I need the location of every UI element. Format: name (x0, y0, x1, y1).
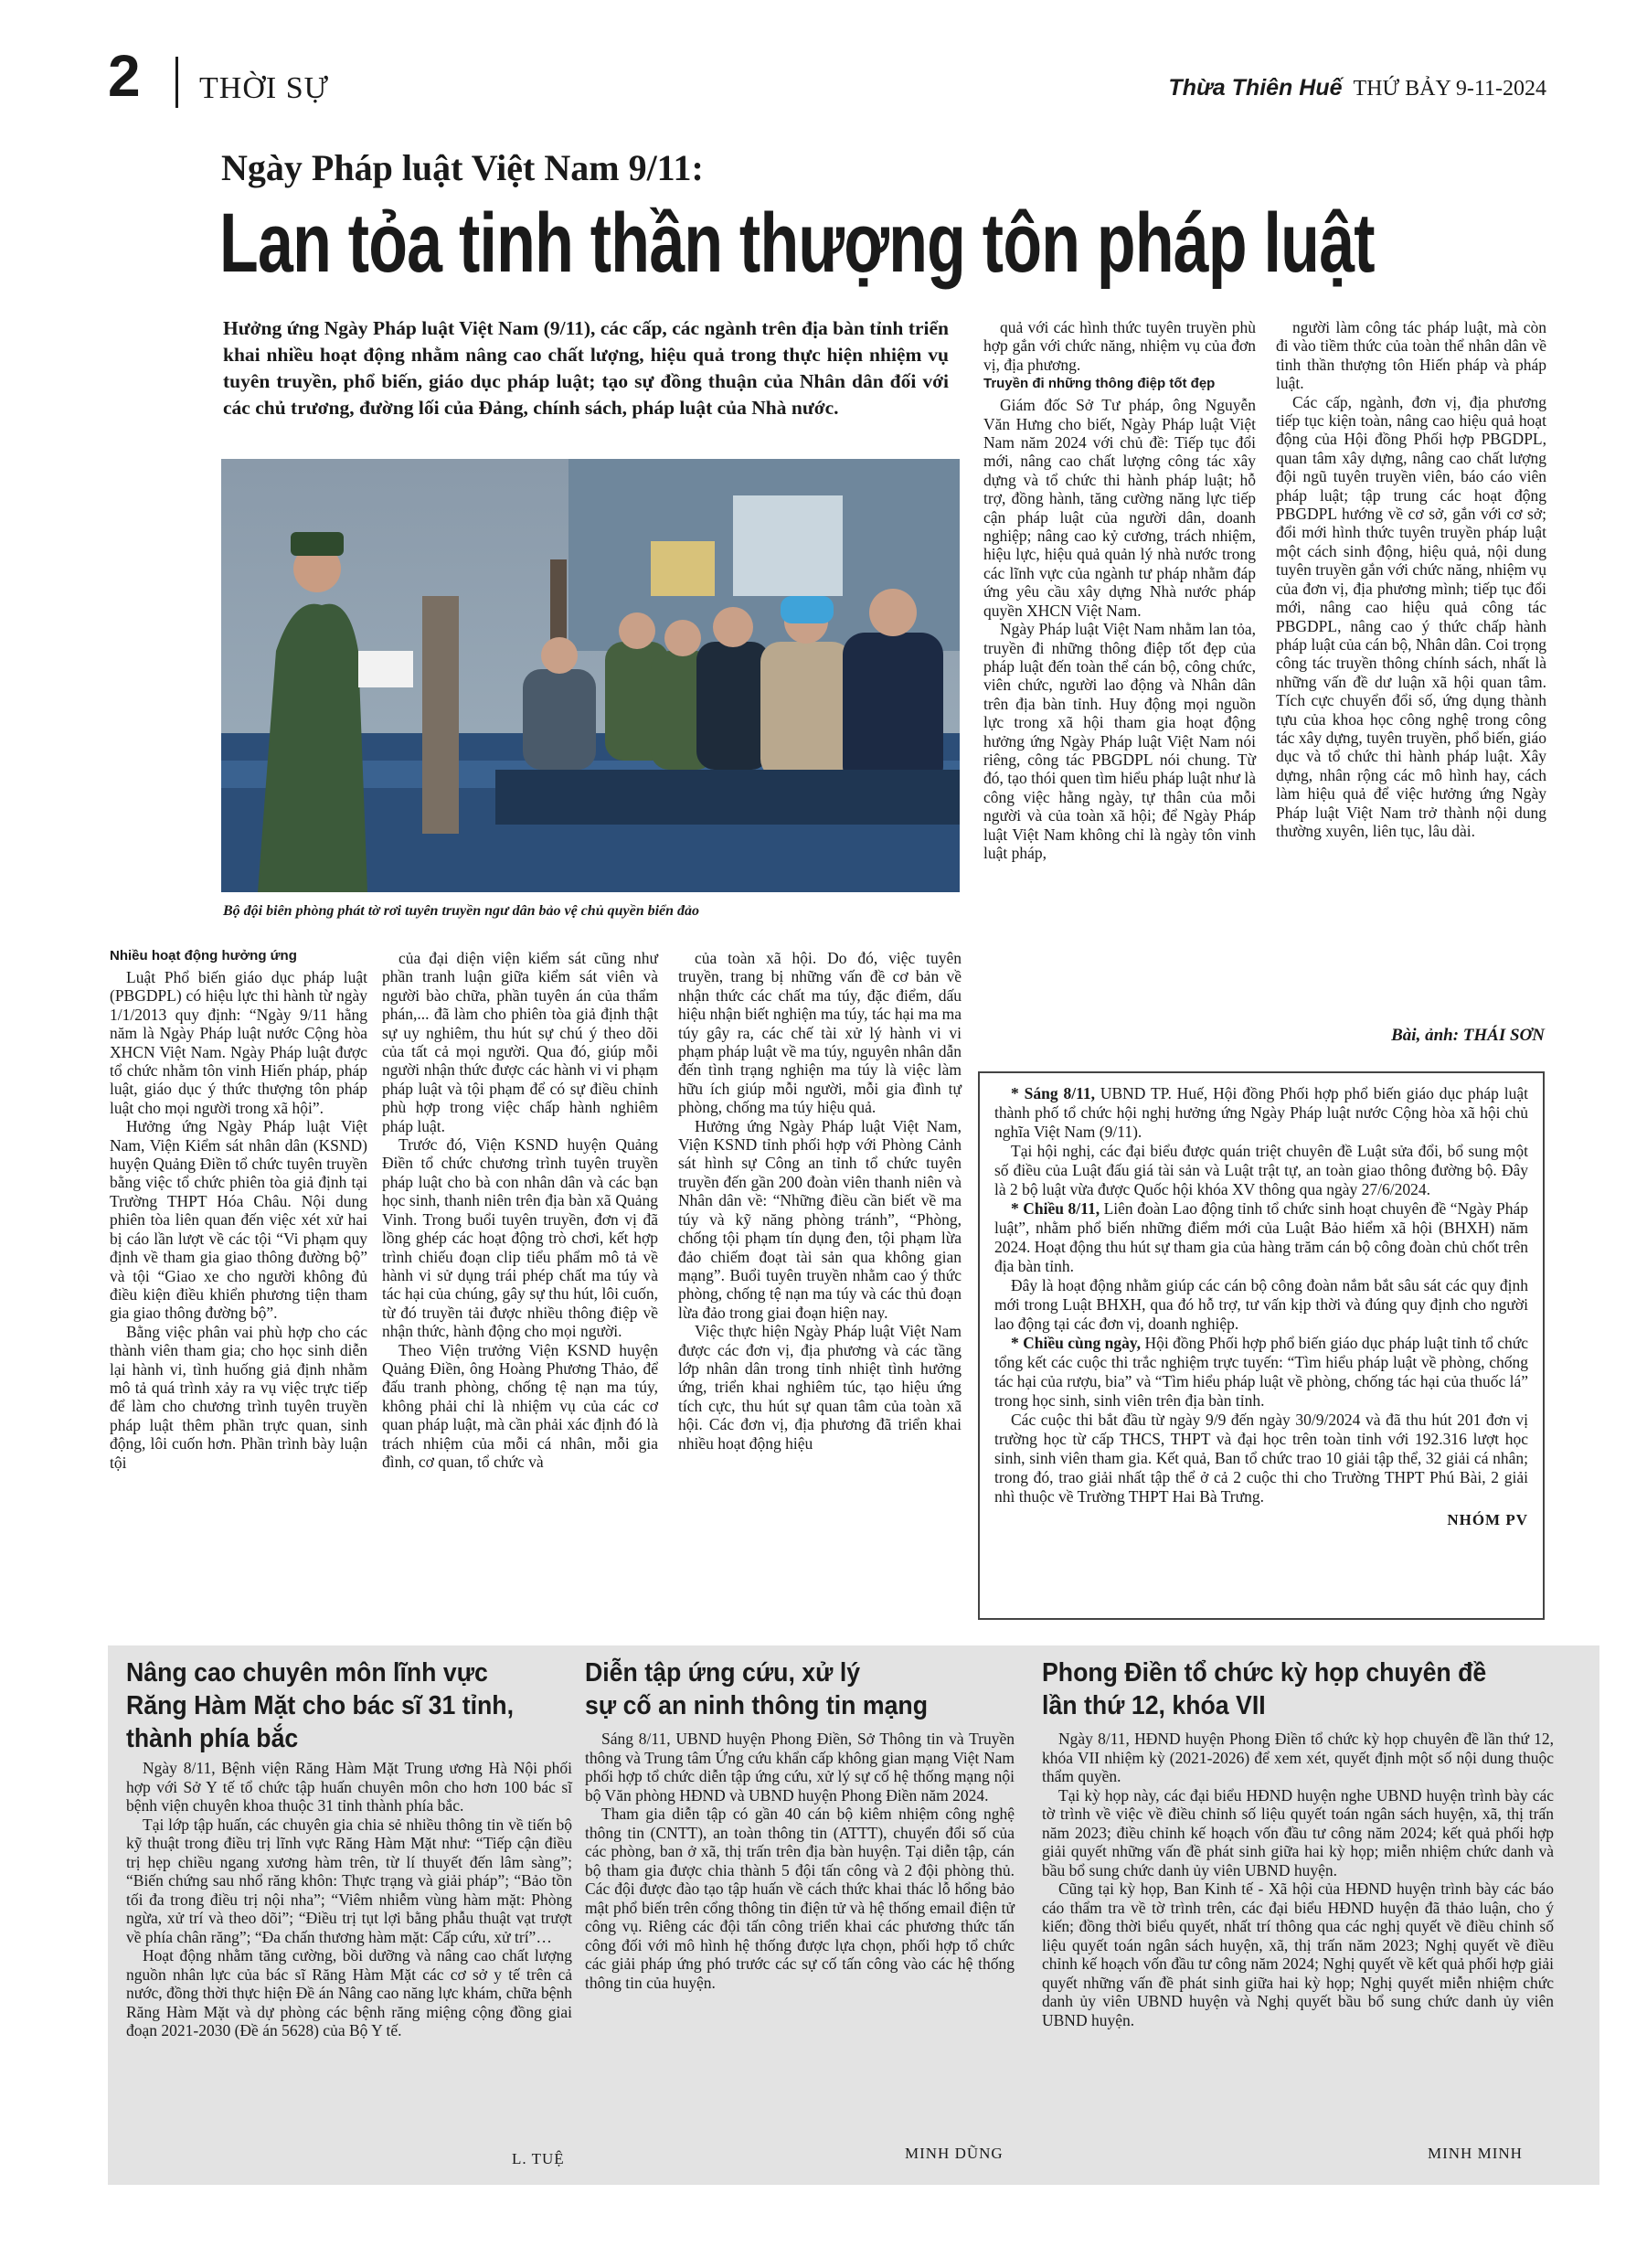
article-column-3 (678, 949, 962, 1453)
article-kicker: Ngày Pháp luật Việt Nam 9/11: (221, 147, 704, 188)
bottom-story-2-title (585, 1656, 1042, 1722)
border-guards-boat-photo (221, 459, 960, 892)
bottom-story-2-body (585, 1730, 1015, 1992)
bottom-story-1-body (126, 1759, 572, 2040)
paragraph: Ngày 8/11, HĐND huyện Phong Điền tổ chức kỳ họp chuyên đề lần thứ 12, khóa VII nhiệm kỳ (2021-2026) để xem xét, quyết định một số nội dung thuộc thẩm quyền. (1042, 1730, 1554, 1785)
article-column-5 (1276, 318, 1546, 840)
bottom-story-3-body (1042, 1730, 1554, 2029)
page-number: 2 (108, 43, 141, 109)
title-line: sự cố an ninh thông tin mạng (585, 1691, 929, 1720)
section-name: THỜI SỰ (199, 71, 329, 105)
subhead-activities: Nhiều hoạt động hưởng ứng (110, 948, 297, 964)
bottom-story-3-signature: MINH MINH (1428, 2145, 1523, 2162)
title-line: lần thứ 12, khóa VII (1042, 1691, 1266, 1720)
title-line: Nâng cao chuyên môn lĩnh vực (126, 1658, 488, 1688)
subhead-messages: Truyền đi những thông điệp tốt đẹp (983, 376, 1216, 392)
bottom-story-3-title (1042, 1656, 1554, 1722)
paragraph: Hoạt động nhằm tăng cường, bồi dưỡng và nâng cao chất lượng nguồn nhân lực của bác sĩ Răng Hàm Mặt các cơ sở y tế trên cả nước, đồng thời thực hiện Đề án Nâng cao năng lực khám, chữa bệnh Răng Hàm Mặt và dự phòng các bệnh răng miệng cộng đồng giai đoạn 2021-2030 (Đề án 5628) của Bộ Y tế. (126, 1946, 572, 2039)
paragraph: Theo Viện trưởng Viện KSND huyện Quảng Điền, ông Hoàng Phương Thảo, để đấu tranh phòng, chống tệ nạn ma túy, không phải chỉ là nhiệm vụ của các cơ quan pháp luật, mà cần phải xác định đó là trách nhiệm của mỗi cá nhân, mỗi gia đình, cơ quan, tổ chức và (382, 1340, 658, 1471)
paragraph: Việc thực hiện Ngày Pháp luật Việt Nam được các đơn vị, địa phương và các tầng lớp nhân dân trong tỉnh nhiệt tình hưởng ứng, triển khai nghiêm túc, tạo hiệu ứng tích cực, thu hút sự quan tâm của toàn xã hội. Các đơn vị, địa phương đã triển khai nhiều hoạt động hiệu (678, 1322, 962, 1453)
brief-text: Tại hội nghị, các đại biểu được quán triệt chuyên đề Luật sửa đổi, bổ sung một số điều của Luật đấu giá tài sản và Luật trật tự, an toàn giao thông đường bộ. Đây là 2 bộ luật vừa được Quốc hội khóa XV thông qua ngày 27/6/2024. (994, 1142, 1528, 1198)
brief-paragraph (994, 1084, 1528, 1142)
article-byline: Bài, ảnh: THÁI SƠN (1391, 1026, 1545, 1045)
title-line: Răng Hàm Mặt cho bác sĩ 31 tỉnh, (126, 1691, 515, 1720)
paragraph: Sáng 8/11, UBND huyện Phong Điền, Sở Thông tin và Truyền thông và Trung tâm Ứng cứu khẩn cấp không gian mạng Việt Nam phối hợp tổ chức diễn tập ứng cứu, xử lý sự cố hệ thống mạng nội bộ Văn phòng HĐND và UBND huyện Phong Điền năm 2024. (585, 1730, 1015, 1805)
brief-text: UBND TP. Huế, Hội đồng Phối hợp phổ biến giáo dục pháp luật thành phố tổ chức hội nghị hưởng ứng Ngày Pháp luật nước Cộng hòa xã hội chủ nghĩa Việt Nam (9/11). (994, 1084, 1528, 1141)
brief-lead: * Chiều cùng ngày, (1011, 1334, 1142, 1352)
bottom-story-1-signature: L. TUỆ (512, 2150, 565, 2167)
brief-text: Đây là hoạt động nhằm giúp các cán bộ công đoàn nắm bắt sâu sát các quy định mới trong Luật BHXH, qua đó hỗ trợ, tư vấn kịp thời và đúng quy định cho người lao động tại các đơn vị, doanh nghiệp. (994, 1276, 1528, 1333)
news-brief-box (978, 1071, 1545, 1620)
brief-paragraph (994, 1199, 1528, 1276)
brief-text: Hội đồng Phối hợp phổ biến giáo dục pháp luật tỉnh tổ chức tổng kết các cuộc thi trắc nghiệm trực tuyến: “Tìm hiểu pháp luật về phòng, chống tác hại của rượu, bia” và “Tìm hiểu pháp luật về phòng, chống tác hại của thuốc lá” trong học sinh, sinh viên trên địa bàn tỉnh. (994, 1334, 1528, 1410)
paragraph: Hưởng ứng Ngày Pháp luật Việt Nam, Viện KSND tỉnh phối hợp với Phòng Cảnh sát hình sự Công an tỉnh tổ chức tuyên truyền đến gần 200 đoàn viên thanh niên và Nhân dân về: “Những điều cần biết về ma túy và kỹ năng phòng tránh”, “Phòng, chống tội phạm tín dụng đen, tội phạm lừa đảo chiếm đoạt tài sản qua không gian mạng”. Buổi tuyên truyền nhằm cao ý thức phòng, chống tệ nạn ma túy và các thủ đoạn lừa đảo trong giai đoạn hiện nay. (678, 1116, 962, 1322)
brief-paragraph (994, 1411, 1528, 1507)
paragraph: Tại kỳ họp này, các đại biểu HĐND huyện nghe UBND huyện trình bày các tờ trình về việc về điều chỉnh số liệu quyết toán ngân sách huyện, xã, thị trấn năm 2023; điều chỉnh kế hoạch vốn đầu tư công năm 2024; kết quả phối hợp giải quyết những vấn đề phát sinh giữa hai kỳ họp; miễn nhiệm chức danh và bầu bổ sung chức danh ủy viên UBND huyện. (1042, 1785, 1554, 1879)
brief-paragraph (994, 1276, 1528, 1334)
paragraph: Cũng tại kỳ họp, Ban Kinh tế - Xã hội của HĐND huyện trình bày các báo cáo thẩm tra về tờ trình trên, các đại biểu HĐND huyện đã thảo luận, cho ý kiến; đồng thời biểu quyết, nhất trí thông qua các nghị quyết về điều chỉnh số liệu quyết toán ngân sách huyện, xã, thị trấn năm 2023; Nghị quyết về điều chỉnh kế hoạch vốn đầu tư công năm 2024; Nghị quyết về kết quả phối hợp giải quyết những vấn đề phát sinh giữa hai kỳ họp; Nghị quyết miễn nhiệm chức danh ủy viên UBND huyện và Nghị quyết bầu bổ sung chức danh ủy viên UBND huyện. (1042, 1879, 1554, 2029)
photo-caption: Bộ đội biên phòng phát tờ rơi tuyên truyền ngư dân bảo vệ chủ quyền biển đảo (223, 903, 700, 919)
title-line: Diễn tập ứng cứu, xử lý (585, 1658, 861, 1688)
article-title: Lan tỏa tinh thần thượng tôn pháp luật (219, 197, 1375, 290)
paragraph: Trước đó, Viện KSND huyện Quảng Điền tổ chức chương trình tuyên truyền pháp luật cho bà con nhân dân và các bạn học sinh, thanh niên trên địa bàn xã Quảng Vinh. Trong buổi tuyên truyền, đơn vị đã lồng ghép các hoạt động trò chơi, kết hợp trình chiếu đoạn clip tiểu phẩm mô tả về hành vi sử dụng trái phép chất ma túy và tác hại của chúng, gây sự thu hút, lôi cuốn, từ đó truyền tải được nhiều thông điệp về nhận thức, hành động cho mọi người. (382, 1135, 658, 1341)
header-divider (175, 57, 178, 108)
brief-lead: * Sáng 8/11, (1011, 1084, 1095, 1102)
brief-text: Các cuộc thi bắt đầu từ ngày 9/9 đến ngày 30/9/2024 và đã thu hút 201 đơn vị trường học từ cấp THCS, THPT và đại học trên toàn tỉnh với 192.316 lượt học sinh, sinh viên tham gia. Kết quả, Ban tổ chức trao 10 giải tập thể, 32 giải cá nhân; trong đó, trao giải nhất tập thể ở cả 2 cuộc thi cho Trường THPT Phú Bài, 2 giải nhì thuộc về Trường THPT Hai Bà Trưng. (994, 1411, 1528, 1506)
paper-name: Thừa Thiên Huế (1168, 75, 1343, 101)
paragraph: Luật Phổ biến giáo dục pháp luật (PBGDPL) có hiệu lực thi hành từ ngày 1/1/2013 quy định: “Ngày 9/11 hằng năm là Ngày Pháp luật nước Cộng hòa XHCN Việt Nam. Ngày Pháp luật được tổ chức nhằm tôn vinh Hiến pháp, pháp luật, giáo dục ý thức thượng tôn pháp luật cho mọi người trong xã hội”. (110, 968, 367, 1117)
paragraph: của toàn xã hội. Do đó, việc tuyên truyền, trang bị những vấn đề cơ bản về nhận thức các chất ma túy, đặc điểm, dấu hiệu nhận biết nghiện ma túy, tác hại ma ma túy gây ra, các chế tài xử lý hành vi vi phạm pháp luật về ma túy, nguyên nhân dẫn đến tình trạng nghiện ma túy là việc làm hữu ích giúp mỗi người, mỗi gia đình tự phòng, chống ma túy hiệu quả. (678, 949, 962, 1117)
bottom-story-2-signature: MINH DŨNG (905, 2145, 1004, 2162)
paragraph: Bằng việc phân vai phù hợp cho các thành viên tham gia; cho học sinh diễn lại hành vi, tình huống giả định nhằm mô tả quá trình xảy ra vụ việc trực tiếp để làm cho chương trình tuyên truyền pháp luật thêm phần trực quan, sinh động, lôi cuốn hơn. Phần trình bày luận tội (110, 1322, 367, 1472)
title-line: thành phía bắc (126, 1724, 299, 1753)
title-line: Phong Điền tổ chức kỳ họp chuyên đề (1042, 1658, 1487, 1688)
brief-paragraph (994, 1334, 1528, 1411)
paragraph: của đại diện viện kiểm sát cũng như phần tranh luận giữa kiểm sát viên và người bào chữa, phần tuyên án của thẩm phán,... đã làm cho phiên tòa giả định thật sự uy nghiêm, thu hút sự chú ý theo dõi của tất cả mọi người. Qua đó, giúp mỗi người nhận thức được các hành vi vi phạm pháp luật và tội phạm để có sự điều chỉnh phù hợp trong việc chấp hành nghiêm pháp luật. (382, 949, 658, 1135)
paragraph: Tham gia diễn tập có gần 40 cán bộ kiêm nhiệm công nghệ thông tin (CNTT), an toàn thông tin (ATTT), chuyển đổi số của các phòng, ban ở xã, thị trấn trên địa bàn huyện. Tại diễn tập, cán bộ tham gia được chia thành 5 đội tấn công và 2 đội phòng thủ. Các đội được đào tạo tập huấn về cách thức khai thác lỗ hổng bảo mật phổ biến trên cổng thông tin điện tử và hệ thống email điện tử công vụ. Riêng các đội tấn công triển khai các phương thức tấn công đối với mô hình hệ thống được lựa chọn, phối hợp tổ chức các giải pháp ứng phó trước các sự cố tấn công vào các hệ thống thông tin của huyện. (585, 1805, 1015, 1992)
bottom-story-1-title (126, 1656, 583, 1755)
paragraph: Ngày 8/11, Bệnh viện Răng Hàm Mặt Trung ương Hà Nội phối hợp với Sở Y tế tổ chức tập huấn chuyên môn cho hơn 100 bác sĩ bệnh viện chuyên khoa thuộc 31 tỉnh thành phía bắc. (126, 1759, 572, 1815)
article-photo (221, 459, 960, 892)
paragraph: Giám đốc Sở Tư pháp, ông Nguyễn Văn Hưng cho biết, Ngày Pháp luật Việt Nam năm 2024 với chủ đề: Tiếp tục đổi mới, nâng cao chất lượng công tác xây dựng và tổ chức thi hành pháp luật; hỗ trợ, đồng hành, tăng cường năng lực tiếp cận pháp luật của người dân, doanh nghiệp; nâng cao kỷ cương, trách nhiệm, hiệu lực, hiệu quả quản lý nhà nước trong các lĩnh vực của ngành tư pháp nhằm đáp ứng yêu cầu xây dựng Nhà nước pháp quyền XHCN Việt Nam. (983, 396, 1256, 620)
paragraph: Tại lớp tập huấn, các chuyên gia chia sẻ nhiều thông tin về tiến bộ kỹ thuật trong điều trị lĩnh vực Răng Hàm Mặt như: “Tiếp cận điều trị hẹp chiều ngang xương hàm trên, từ lí thuyết đến lâm sàng”; “Biến chứng sau nhổ răng khôn: Thực trạng và giải pháp”; “Bảo tồn tối đa trong điều trị nội nha”; “Viêm nhiễm vùng hàm mặt: Phòng ngừa, xử trí và theo dõi”; “Điều trị tụt lợi bằng phẫu thuật vạt trượt về phía chân răng”; “Đa chấn thương hàm mặt: Cấp cứu, xử trí”… (126, 1815, 572, 1946)
article-column-1 (110, 946, 367, 1472)
paragraph: Hưởng ứng Ngày Pháp luật Việt Nam, Viện Kiểm sát nhân dân (KSND) huyện Quảng Điền tổ chức tuyên truyền bằng việc tổ chức phiên tòa giả định tại Trường THPT Hóa Châu. Nội dung phiên tòa liên quan đến việc xét xử hai bị cáo lần lượt về các tội “Vi phạm quy định về tham gia giao thông đường bộ” và tội “Giao xe cho người không đủ điều kiện điều khiển phương tiện tham gia giao thông đường bộ”. (110, 1117, 367, 1323)
article-column-2 (382, 949, 658, 1471)
article-lead: Hưởng ứng Ngày Pháp luật Việt Nam (9/11), các cấp, các ngành trên địa bàn tỉnh triển khai nhiều hoạt động nhằm nâng cao chất lượng, hiệu quả trong thực hiện nhiệm vụ tuyên truyền, phổ biến, giáo dục pháp luật; tạo sự đồng thuận của Nhân dân đối với các chủ trương, đường lối của Đảng, chính sách, pháp luật của Nhà nước. (223, 317, 949, 419)
brief-paragraph (994, 1142, 1528, 1199)
brief-text: Liên đoàn Lao động tỉnh tổ chức sinh hoạt chuyên đề “Ngày Pháp luật”, nhằm phổ biến những điểm mới của Luật Bảo hiểm xã hội (BHXH) năm 2024. Hoạt động thu hút sự tham gia của hàng trăm cán bộ công đoàn chủ chốt trên địa bàn tỉnh. (994, 1199, 1528, 1275)
brief-lead: * Chiều 8/11, (1011, 1199, 1100, 1218)
paragraph: quả với các hình thức tuyên truyền phù hợp gắn với chức năng, nhiệm vụ của đơn vị, địa phương. (983, 318, 1256, 374)
box-signature: NHÓM PV (1447, 1511, 1528, 1528)
paragraph: người làm công tác pháp luật, mà còn đi vào tiềm thức của toàn thể nhân dân về tinh thần thượng tôn Hiến pháp và pháp luật. (1276, 318, 1546, 393)
issue-date: THỨ BẢY 9-11-2024 (1353, 77, 1546, 101)
article-column-4 (983, 318, 1256, 862)
paragraph: Các cấp, ngành, đơn vị, địa phương tiếp tục kiện toàn, nâng cao hiệu quả hoạt động của Hội đồng Phối hợp PBGDPL, quan tâm xây dựng, nâng cao chất lượng đội ngũ tuyên truyền viên, báo cáo viên pháp luật; tập trung các hoạt động PBGDPL hướng về cơ sở, gắn với cơ sở; đổi mới hình thức tuyên truyền pháp luật một cách sinh động, hiệu quả, nội dung tuyên truyền gắn với chức năng, nhiệm vụ của đơn vị, địa phương mình; tiếp tục đổi mới, nâng cao hiệu quả công tác PBGDPL, nâng cao ý thức chấp hành pháp luật của cán bộ, Nhân dân. Coi trọng công tác truyền thông chính sách, nhất là những vấn đề dư luận xã hội quan tâm. Tích cực chuyển đổi số, ứng dụng thành tựu của khoa học công nghệ trong công tác xây dựng, tuyên truyền, phổ biến, giáo dục và tổ chức thi hành pháp luật. Xây dựng, nhân rộng các mô hình hay, cách làm hiệu quả để việc hưởng ứng Ngày Pháp luật Việt Nam trở thành nội dung thường xuyên, liên tục, lâu dài. (1276, 392, 1546, 840)
masthead-info (1168, 75, 1546, 101)
paragraph: Ngày Pháp luật Việt Nam nhằm lan tỏa, truyền đi những thông điệp tốt đẹp của pháp luật đến toàn thể cán bộ, công chức, viên chức, người lao động và Nhân dân trên địa bàn tỉnh. Huy động mọi nguồn lực trong xã hội tham gia hoạt động hưởng ứng Ngày Pháp luật Việt Nam nói riêng, công tác PBGDPL nói chung. Từ đó, tạo thói quen tìm hiểu pháp luật như là công việc hằng ngày, tự thân của mỗi người và của toàn xã hội; để Ngày Pháp luật Việt Nam không chỉ là ngày tôn vinh luật pháp, (983, 620, 1256, 862)
